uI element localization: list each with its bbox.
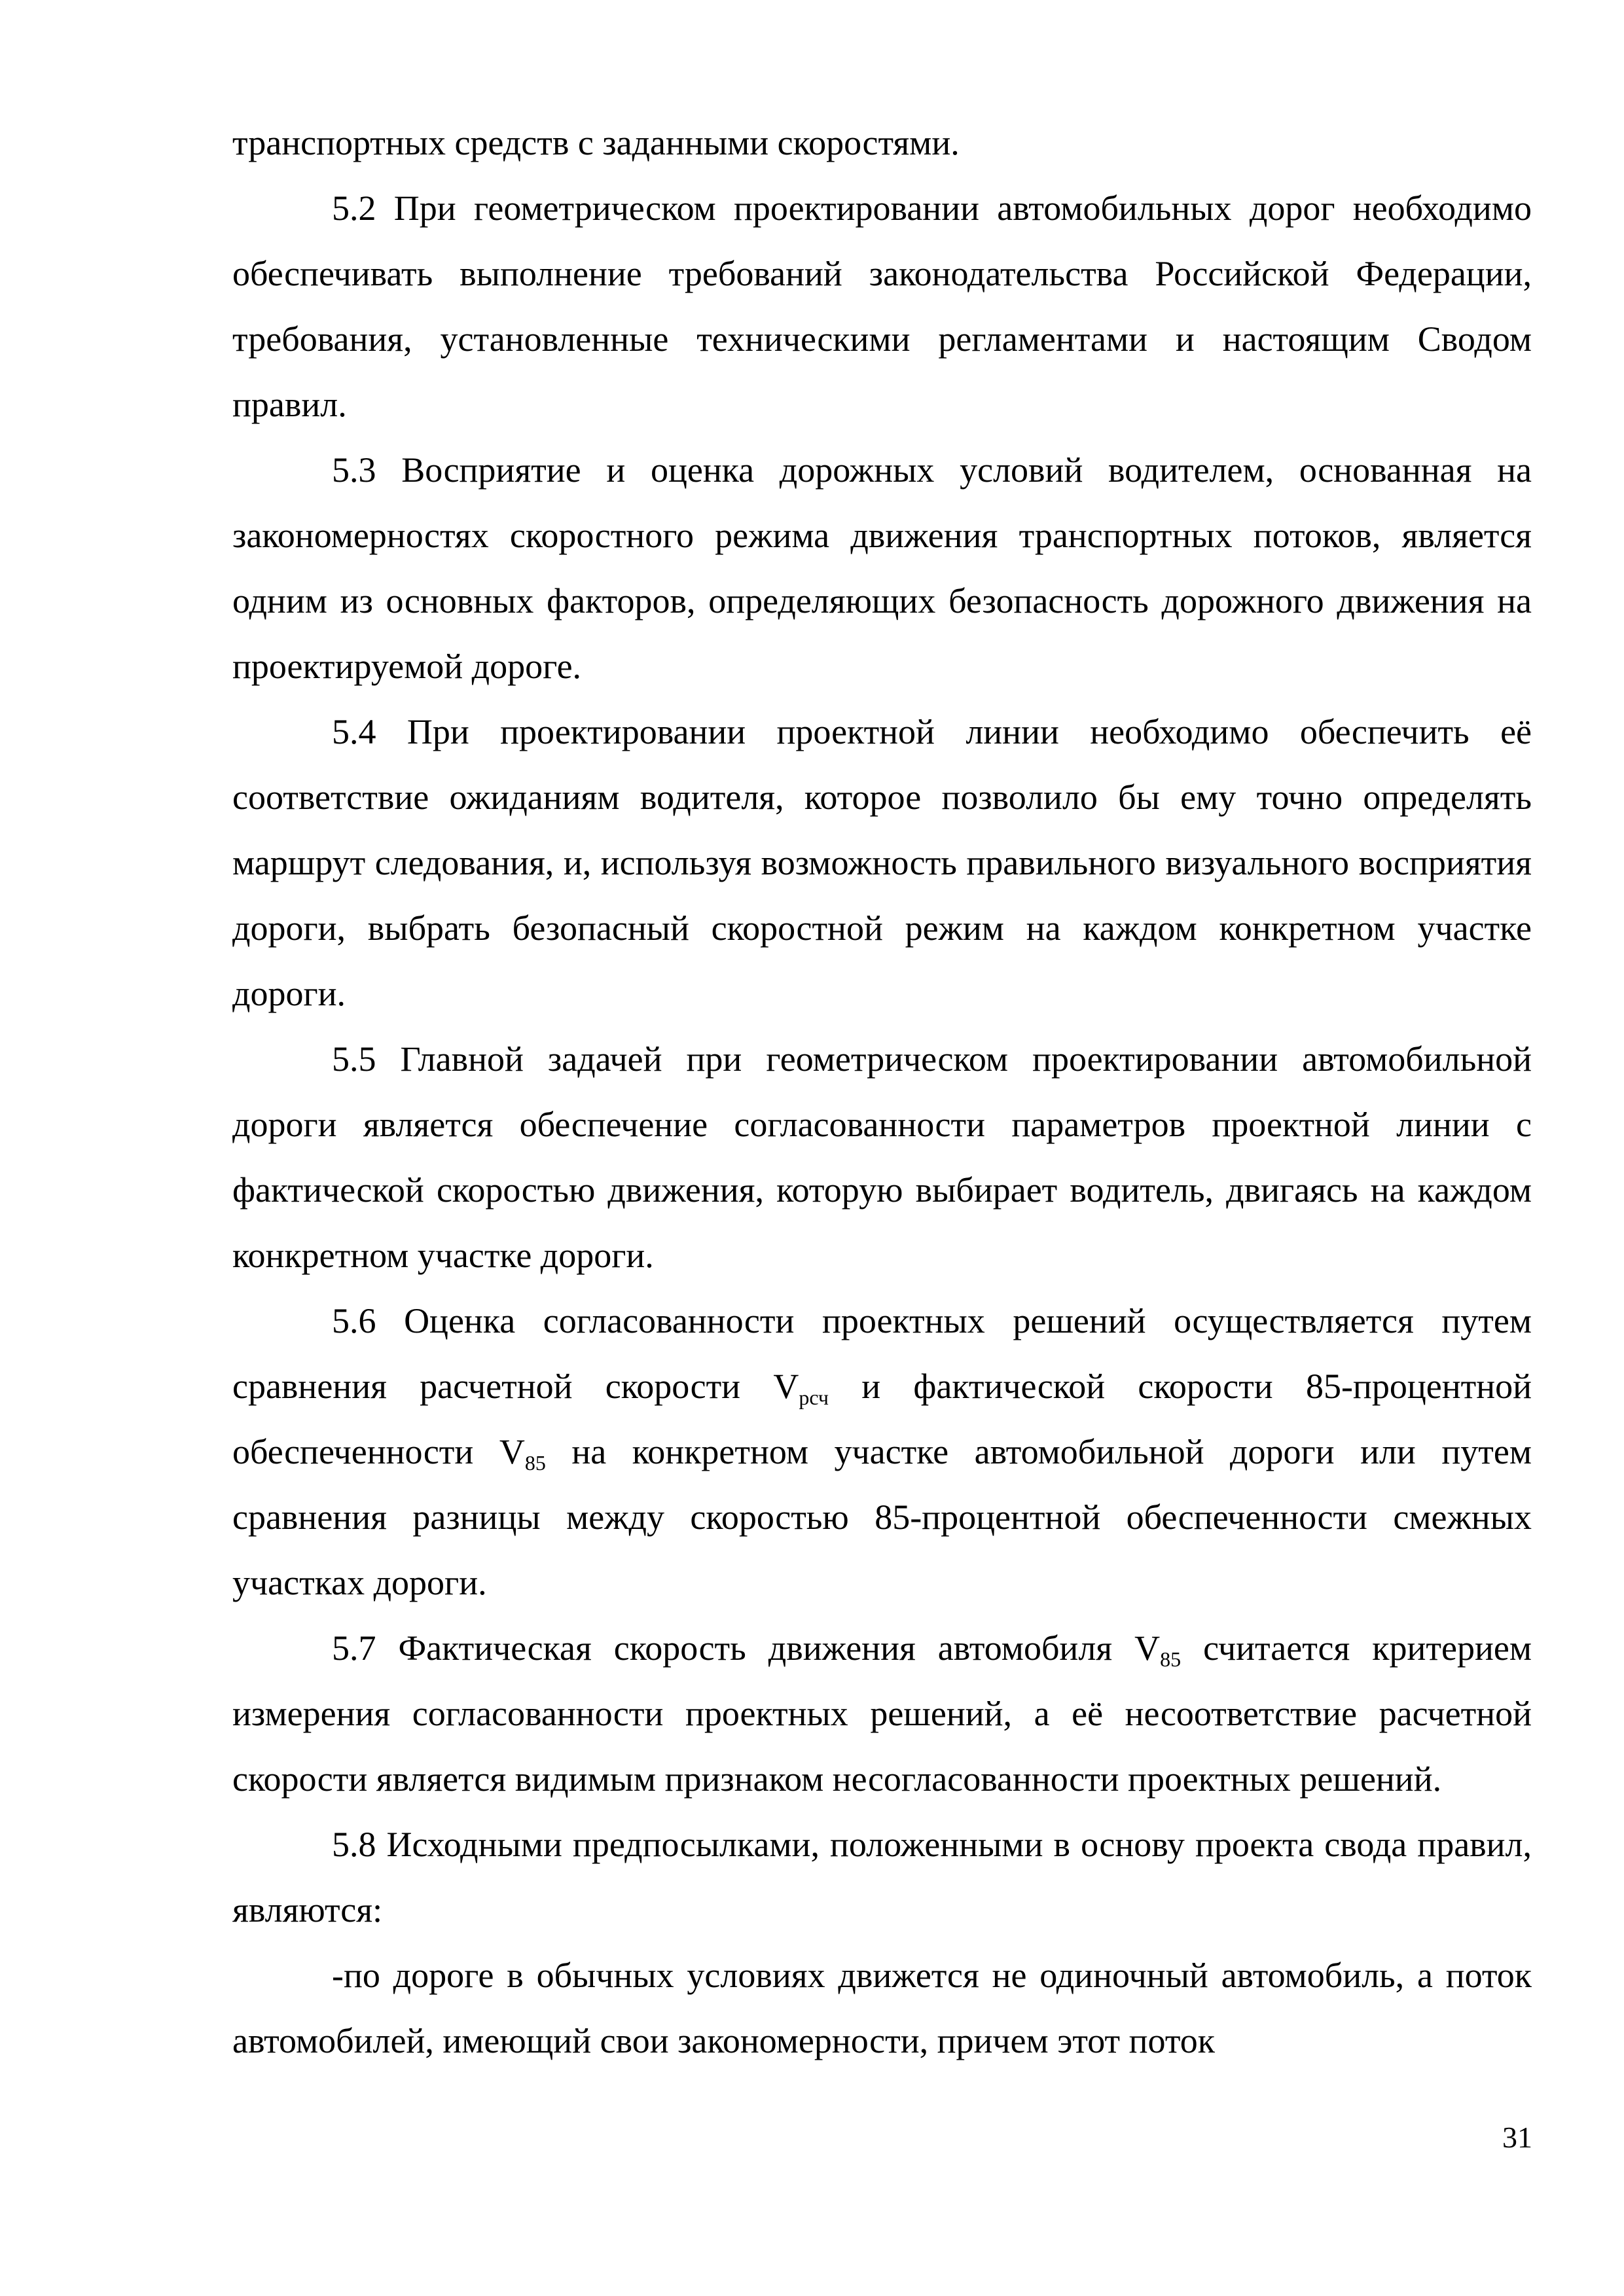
paragraph-5-7 (232, 1615, 1532, 1812)
paragraph-5-7-part-a: 5.7 Фактическая скорость движения автомобиля V (332, 1628, 1161, 1668)
paragraph-5-7-part-b: считается критерием измерения согласованности проектных решений, а её несоответствие расчетной скорости является видимым признаком несогласованности проектных решений. (232, 1628, 1532, 1799)
body-text (232, 110, 1532, 2073)
subscript-rsch: рсч (799, 1386, 829, 1409)
paragraph-5-6-part-b: и фактической скорости 85-процентной обеспеченности V (232, 1367, 1532, 1471)
subscript-85: 85 (1160, 1647, 1182, 1671)
paragraph-5-3: 5.3 Восприятие и оценка дорожных условий водителем, основанная на закономерностях скоростного режима движения транспортных потоков, является одним из основных факторов, определяющих безопасность дорожного движения на проектируемой дороге. (232, 450, 1532, 686)
subscript-85: 85 (524, 1451, 546, 1475)
paragraph-5-6-part-a: 5.6 Оценка согласованности проектных решений осуществляется путем сравнения расчетной скорости V (232, 1301, 1532, 1406)
paragraph-5-6-part-c: на конкретном участке автомобильной дороги или путем сравнения разницы между скоростью 85-процентной обеспеченности смежных участках дороги. (232, 1432, 1532, 1602)
paragraph-5-8: 5.8 Исходными предпосылками, положенными в основу проекта свода правил, являются: (232, 1825, 1532, 1929)
paragraph-continuation: транспортных средств с заданными скоростями. (232, 123, 960, 162)
page-number: 31 (1502, 2121, 1532, 2154)
paragraph-5-5: 5.5 Главной задачей при геометрическом проектировании автомобильной дороги является обеспечение согласованности параметров проектной линии с фактической скоростью движения, которую выбирает водитель, двигаясь на каждом конкретном участке дороги. (232, 1039, 1532, 1275)
paragraph-5-4: 5.4 При проектировании проектной линии необходимо обеспечить её соответствие ожиданиям водителя, которое позволило бы ему точно определять маршрут следования, и, используя возможность правильного визуального восприятия дороги, выбрать безопасный скоростной режим на каждом конкретном участке дороги. (232, 712, 1532, 1013)
paragraph-5-8-item: -по дороге в обычных условиях движется не одиночный автомобиль, а поток автомобилей, имеющий свои закономерности, причем этот поток (232, 1956, 1532, 2060)
paragraph-5-2: 5.2 При геометрическом проектировании автомобильных дорог необходимо обеспечивать выполнение требований законодательства Российской Федерации, требования, установленные техническими регламентами и настоящим Сводом правил. (232, 188, 1532, 424)
paragraph-5-6 (232, 1288, 1532, 1615)
